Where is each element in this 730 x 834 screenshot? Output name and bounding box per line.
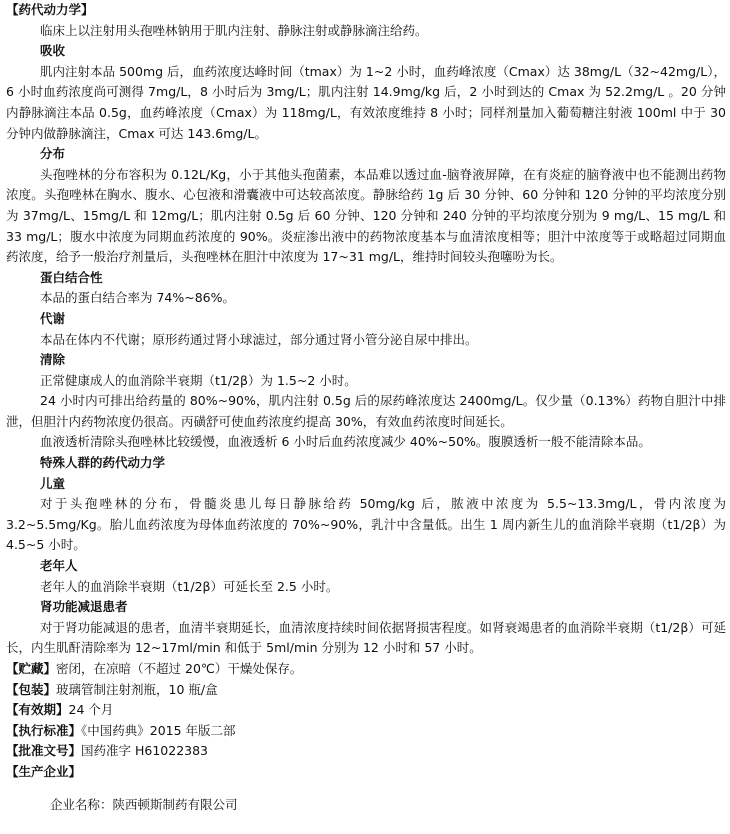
absorption-text: 肌内注射本品 500mg 后，血药浓度达峰时间（tmax）为 1~2 小时，血药峰浓度（Cmax）达 38mg/L（32~42mg/L），6 小时血药浓度尚可测得 7mg/L，8 小时后为 3mg/L；肌内注射 14.9mg/kg 后，2 小时到达的 Cmax 为 52.2mg/L 。20 分钟内静脉滴注本品 0.5g，血药峰浓度（Cmax）为 118mg/L，有效浓度维持 8 小时；同样剂量加入葡萄糖注射液 100ml 中于 30 分钟内做静脉滴注，Cmax 可达 143.6mg/L。 [6, 63, 726, 141]
renal-text: 对于肾功能减退的患者，血清半衰期延长，血清浓度持续时间依据肾损害程度。如肾衰竭患者的血消除半衰期（t1/2β）可延长，内生肌酐清除率为 12~17ml/min 和低于 5ml/min 分别为 12 小时和 57 小时。 [6, 619, 726, 656]
manufacturer-label: 【生产企业】 [6, 763, 82, 779]
approval-label: 【批准文号】 [6, 743, 82, 759]
children-text: 对于头孢唑林的分布，骨髓炎患儿每日静脉给药 50mg/kg 后，脓液中浓度为 5.5~13.3mg/L，骨内浓度为 3.2~5.5mg/Kg。胎儿血药浓度为母体血药浓度的 70%~90%，乳汁中含量低。出生 1 周内新生儿的血消除半衰期（t1/2β）为 4.5~5 小时。 [6, 496, 726, 553]
clearance-heading: 清除 [40, 352, 66, 368]
protein-binding-heading: 蛋白结合性 [40, 269, 103, 285]
company-label: 企业名称： [50, 797, 113, 813]
validity-label: 【有效期】 [6, 702, 69, 718]
clearance-text-1: 正常健康成人的血消除半衰期（t1/2β）为 1.5~2 小时。 [40, 372, 357, 388]
special-populations-heading: 特殊人群的药代动力学 [40, 455, 166, 471]
validity-value: 24 个月 [68, 702, 114, 718]
pharmacokinetics-heading: 【药代动力学】 [6, 2, 94, 17]
standard-value: 《中国药典》2015 年版二部 [81, 722, 236, 738]
clearance-text-3: 血液透析清除头孢唑林比较缓慢，血液透析 6 小时后血药浓度减少 40%~50%。腹膜透析一般不能清除本品。 [40, 434, 651, 450]
company-line [6, 795, 726, 816]
distribution-text: 头孢唑林的分布容积为 0.12L/Kg，小于其他头孢菌素，本品难以透过血-脑脊液屏障，在有炎症的脑脊液中也不能测出药物浓度。头孢唑林在胸水、腹水、心包液和滑囊液中可达较高浓度。静脉给药 1g 后 30 分钟、60 分钟和 120 分钟的平均浓度分别为 37mg/L、15mg/L 和 12mg/L；肌内注射 0.5g 后 60 分钟、120 分钟和 240 分钟的平均浓度分别为 9 mg/L、15 mg/L 和 33 mg/L；腹水中浓度为同期血药浓度的 90%。炎症渗出液中的药物浓度基本与血清浓度相等；胆汁中浓度等于或略超过同期血药浓度，给予一般治疗剂量后，头孢唑林在胆汁中浓度为 17~31 mg/L，维持时间较头孢噻吩为长。 [6, 166, 726, 265]
storage-value: 密闭，在凉暗（不超过 20℃）干燥处保存。 [56, 661, 303, 676]
protein-binding-text: 本品的蛋白结合率为 74%~86%。 [40, 290, 236, 306]
absorption-heading: 吸收 [40, 43, 66, 59]
package-label: 【包装】 [6, 681, 57, 697]
metabolism-text: 本品在体内不代谢；原形药通过肾小球滤过，部分通过肾小管分泌自尿中排出。 [40, 331, 478, 347]
pharmacokinetics-intro: 临床上以注射用头孢唑林钠用于肌内注射、静脉注射或静脉滴注给药。 [40, 22, 428, 38]
elderly-heading: 老年人 [40, 558, 78, 574]
standard-field [6, 721, 726, 742]
children-heading: 儿童 [40, 475, 66, 491]
storage-field [6, 659, 726, 680]
elderly-text: 老年人的血消除半衰期（t1/2β）可延长至 2.5 小时。 [40, 578, 339, 594]
approval-value: 国药准字 H61022383 [81, 743, 209, 759]
approval-field [6, 741, 726, 762]
validity-field [6, 700, 726, 721]
distribution-heading: 分布 [40, 146, 66, 162]
standard-label: 【执行标准】 [6, 722, 82, 738]
company-name: 陕西顿斯制药有限公司 [112, 797, 238, 813]
package-value: 玻璃管制注射剂瓶，10 瓶/盒 [56, 681, 218, 697]
drug-insert-document [6, 0, 726, 828]
metabolism-heading: 代谢 [40, 310, 66, 326]
storage-label: 【贮藏】 [6, 661, 57, 676]
clearance-text-2: 24 小时内可排出给药量的 80%~90%，肌内注射 0.5g 后的尿药峰浓度达 2400mg/L。仅少量（0.13%）药物自胆汁中排泄，但胆汁内药物浓度仍很高。丙磺舒可使血药浓度约提高 30%，有效血药浓度时间延长。 [6, 393, 726, 429]
manufacturer-field [6, 762, 726, 783]
renal-heading: 肾功能减退患者 [40, 599, 128, 615]
package-field [6, 680, 726, 701]
